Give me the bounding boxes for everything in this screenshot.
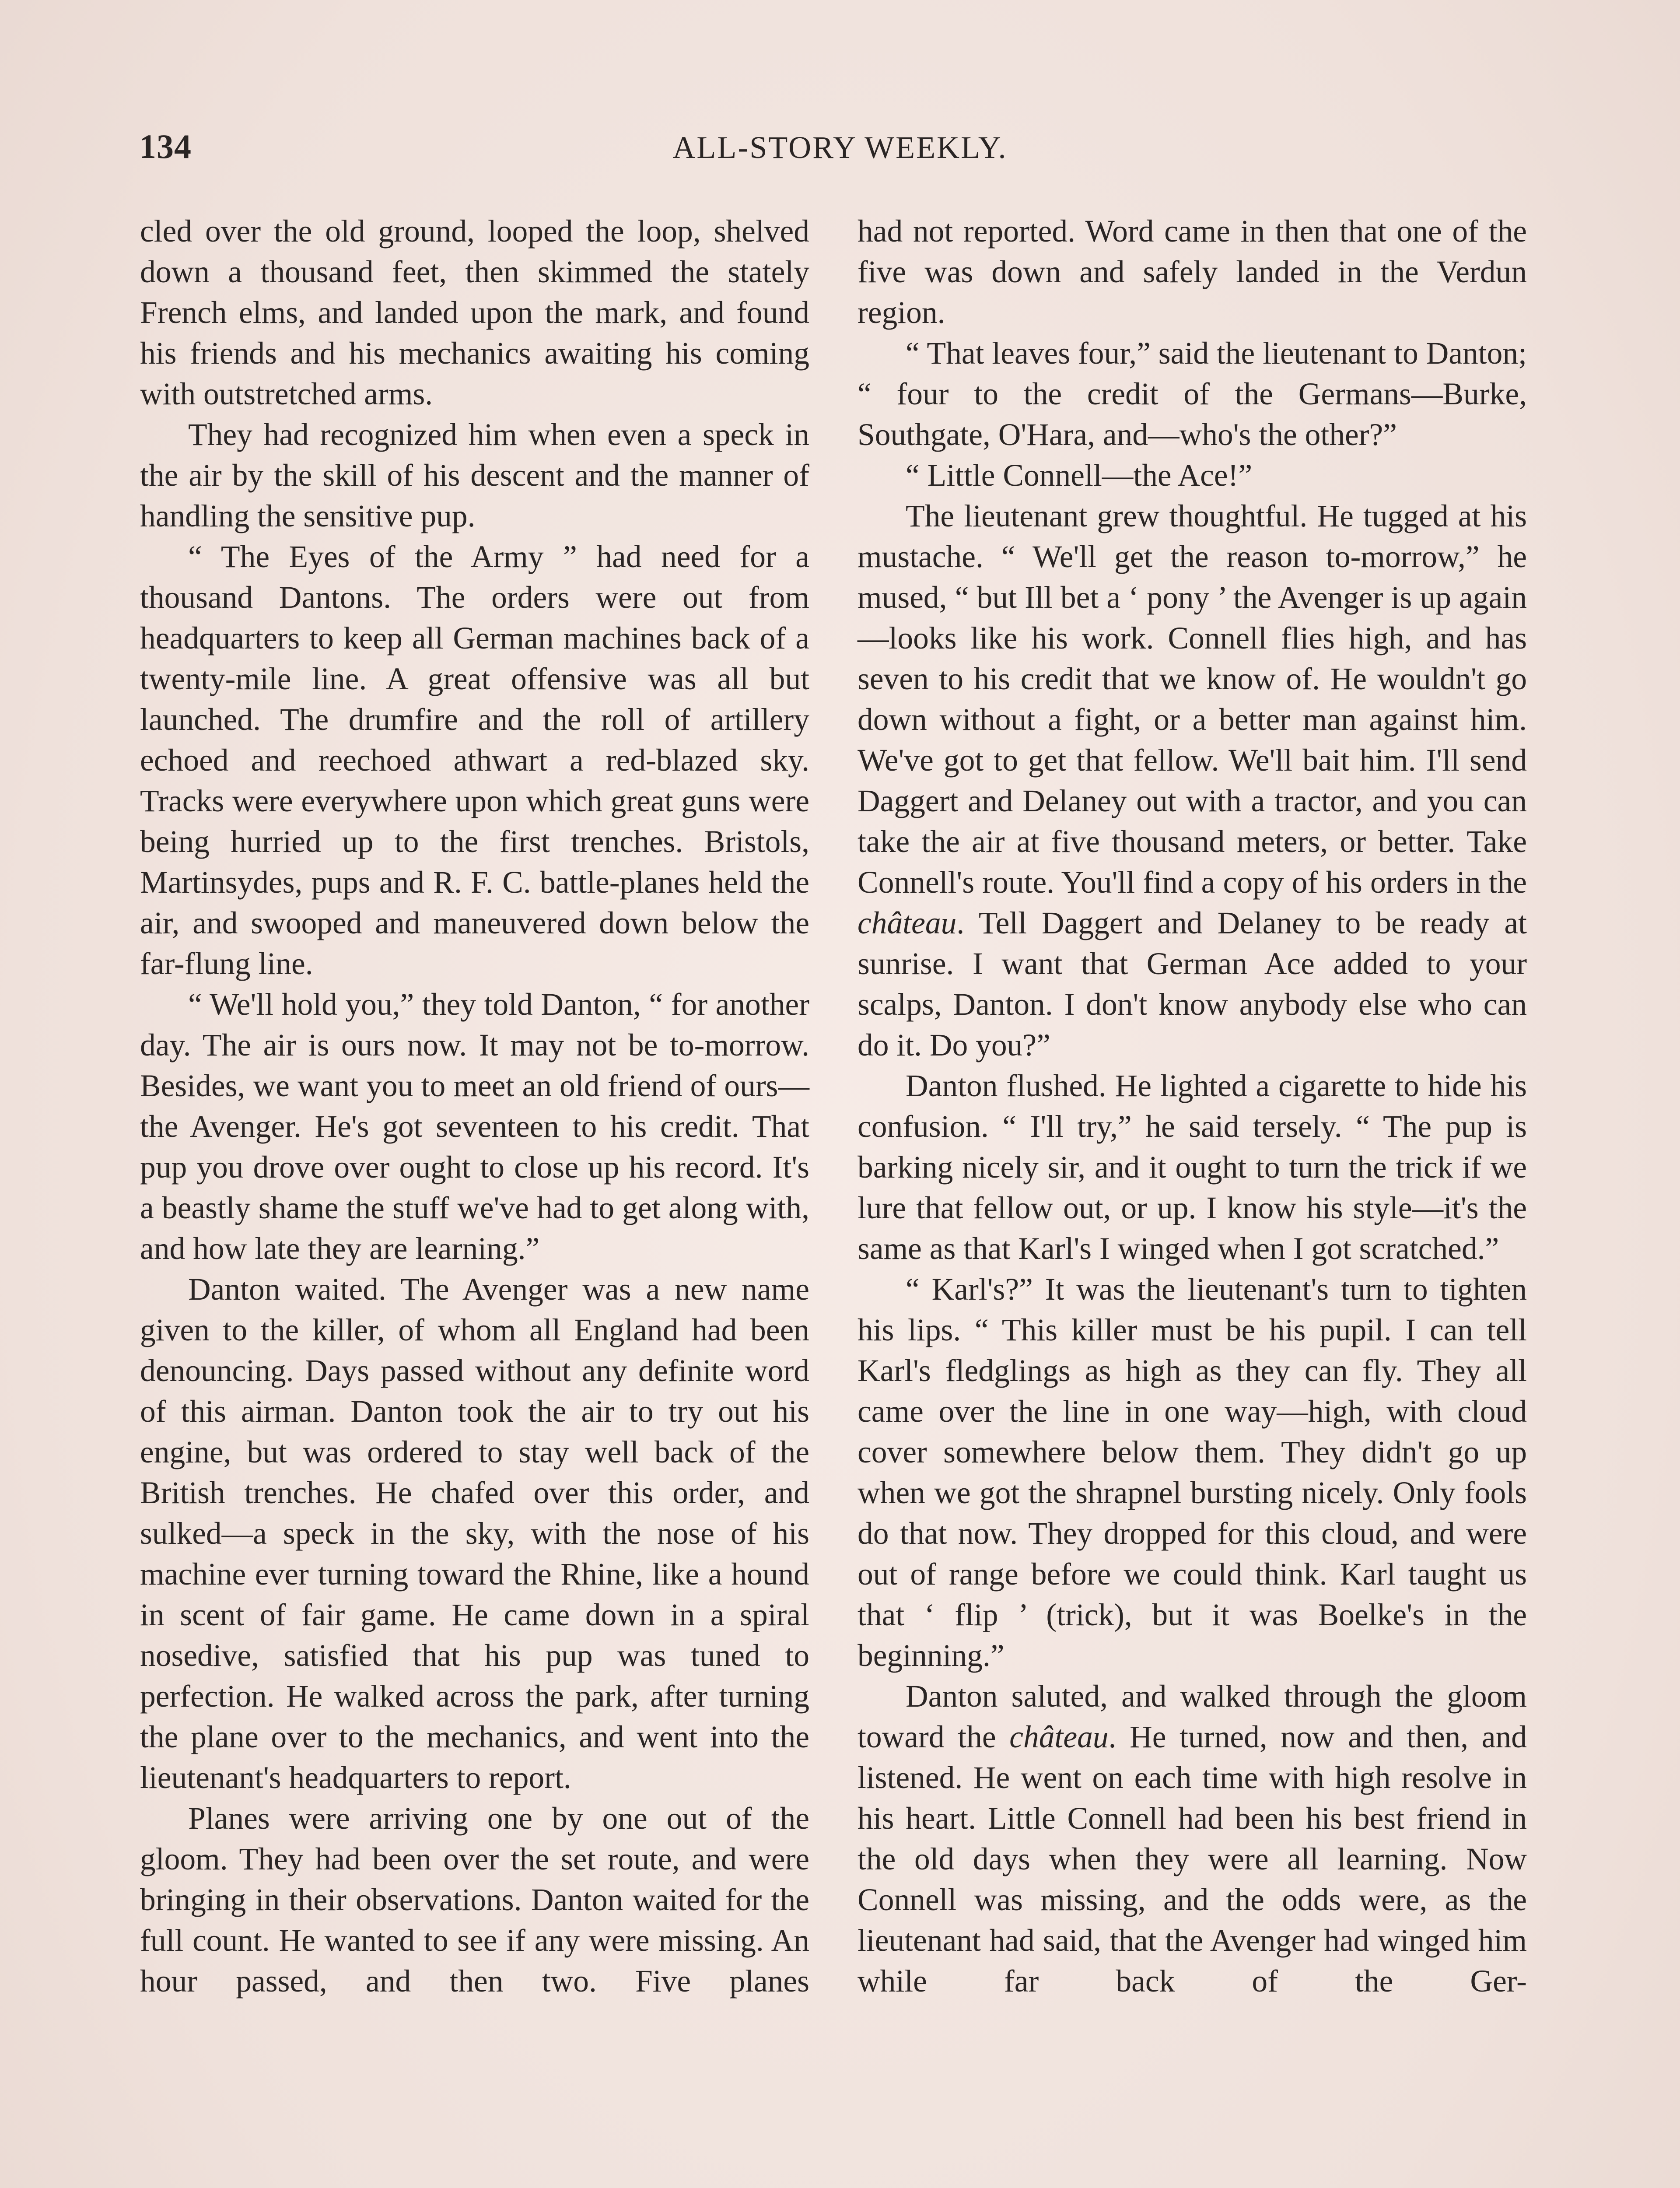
text-run: . Tell Daggert and Delaney to be ready at sunrise. I want that German Ace added to your scalps, Danton. I don't know anybody else who can do it. Do you?” — [858, 906, 1527, 1062]
text-run: The lieutenant grew thoughtful. He tugged at his mustache. “ We'll get the reason to-morrow,” he mused, “ but Ill bet a ‘ pony ’ the Avenger is up again—looks like his work. Connell flies high, and has seven to his credit that we know of. He wouldn't go down without a fight, or a better man against him. We've got to get that fellow. We'll bait him. I'll send Daggert and Delaney out with a tractor, and you can take the air at five thousand meters, or better. Take Connell's route. You'll find a copy of his orders in the — [858, 499, 1527, 900]
paragraph — [858, 496, 1527, 1066]
paragraph: had not reported. Word came in then that one of the five was down and safely landed in the Verdun region. — [858, 214, 1527, 330]
italic-word: château — [1009, 1720, 1109, 1754]
paragraph: “ The Eyes of the Army ” had need for a thousand Dantons. The orders were out from headquarters to keep all German machines back of a twenty-mile line. A great offensive was all but launched. The drumfire and the roll of artillery echoed and reechoed athwart a red-blazed sky. Tracks were everywhere upon which great guns were being hurried up to the first trenches. Bristols, Martinsydes, pups and R. F. C. battle-planes held the air, and swooped and maneuvered down below the far-flung line. — [140, 540, 809, 981]
paragraph: “ Little Connell—the Ace!” — [906, 458, 1253, 493]
paragraph: Planes were arriving one by one out of the gloom. They had been over the set route, and were bringing in their observations. Danton waited for the full count. He wanted to see if any were missing. An hour passed, and then two. Five planes — [140, 1801, 809, 1999]
paragraph: “ That leaves four,” said the lieutenant to Danton; “ four to the credit of the Germans—Burke, Southgate, O'Hara, and—who's the other?” — [858, 336, 1527, 452]
italic-word: château — [858, 906, 957, 940]
running-title: ALL-STORY WEEKLY. — [672, 130, 1008, 165]
right-text-column — [858, 211, 1527, 2002]
left-text-column — [140, 211, 809, 2002]
page-number: 134 — [139, 127, 192, 165]
paragraph: Danton flushed. He lighted a cigarette to hide his confusion. “ I'll try,” he said tersely. “ The pup is barking nicely sir, and it ought to turn the trick if we lure that fellow out, or up. I know his style—it's the same as that Karl's I winged when I got scratched.” — [858, 1069, 1527, 1266]
paragraph — [858, 1676, 1527, 2002]
text-run: . He turned, now and then, and listened. He went on each time with high resolve in his heart. Little Connell had been his best friend in the old days when they were all learning. Now Connell was missing, and the odds were, as the lieutenant had said, that the Avenger had winged him while far back of the Ger- — [858, 1720, 1527, 1999]
paragraph: “ Karl's?” It was the lieutenant's turn to tighten his lips. “ This killer must be his pupil. I can tell Karl's fledglings as high as they can fly. They all came over the line in one way—high, with cloud cover somewhere below them. They didn't go up when we got the shrapnel bursting nicely. Only fools do that now. They dropped for this cloud, and were out of range before we could think. Karl taught us that ‘ flip ’ (trick), but it was Boelke's in the beginning.” — [858, 1272, 1527, 1673]
text-run: Danton saluted, and walked through the gloom toward the — [858, 1679, 1527, 1754]
paragraph: Danton waited. The Avenger was a new name given to the killer, of whom all England had been denouncing. Days passed without any definite word of this airman. Danton took the air to try out his engine, but was ordered to stay well back of the British trenches. He chafed over this order, and sulked—a speck in the sky, with the nose of his machine ever turning toward the Rhine, like a hound in scent of fair game. He came down in a spiral nosedive, satisfied that his pup was tuned to perfection. He walked across the park, after turning the plane over to the mechanics, and went into the lieutenant's headquarters to report. — [140, 1272, 809, 1795]
paragraph: They had recognized him when even a speck in the air by the skill of his descent and the manner of handling the sensitive pup. — [140, 417, 809, 533]
paragraph: cled over the old ground, looped the loop, shelved down a thousand feet, then skimmed the stately French elms, and landed upon the mark, and found his friends and his mechanics awaiting his coming with outstretched arms. — [140, 214, 809, 411]
paragraph: “ We'll hold you,” they told Danton, “ for another day. The air is ours now. It may not be to-morrow. Besides, we want you to meet an old friend of ours—the Avenger. He's got seventeen to his credit. That pup you drove over ought to close up his record. It's a beastly shame the stuff we've had to get along with, and how late they are learning.” — [140, 987, 809, 1266]
